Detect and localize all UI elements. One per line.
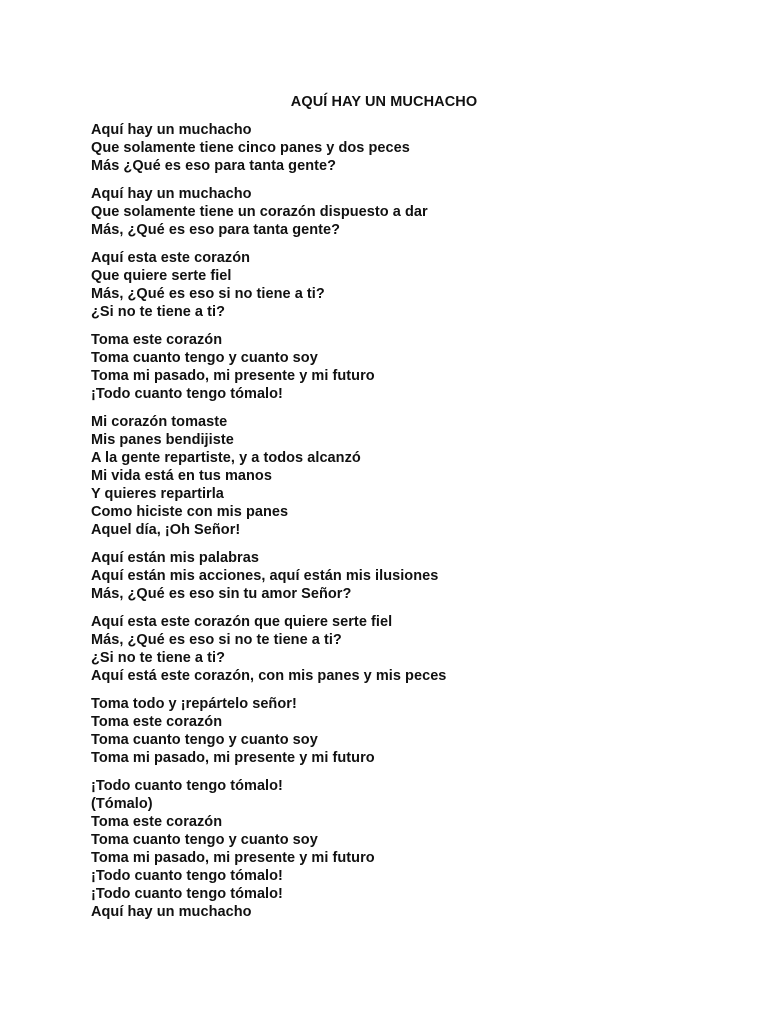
stanza-6 <box>91 549 711 603</box>
lyric-line: Aquí esta este corazón <box>91 250 251 266</box>
lyric-line: Toma cuanto tengo y cuanto soy <box>91 732 318 748</box>
lyric-line: Toma mi pasado, mi presente y mi futuro <box>91 750 375 766</box>
lyric-line: Más, ¿Qué es eso si no te tiene a ti? <box>91 632 342 648</box>
lyric-line: Toma cuanto tengo y cuanto soy <box>91 832 318 848</box>
lyric-line: A la gente repartiste, y a todos alcanzó <box>91 450 361 466</box>
stanza-9 <box>91 777 711 921</box>
stanza-4 <box>91 331 711 403</box>
lyric-line: Toma cuanto tengo y cuanto soy <box>91 350 318 366</box>
document-title: AQUÍ HAY UN MUCHACHO <box>290 94 478 110</box>
lyric-line: ¡Todo cuanto tengo tómalo! <box>91 778 283 794</box>
lyric-line: ¡Todo cuanto tengo tómalo! <box>91 886 283 902</box>
lyric-line: Más ¿Qué es eso para tanta gente? <box>91 158 336 174</box>
lyric-line: Toma mi pasado, mi presente y mi futuro <box>91 368 375 384</box>
lyric-line: ¿Si no te tiene a ti? <box>91 304 225 320</box>
stanza-7 <box>91 613 711 685</box>
stanza-8 <box>91 695 711 767</box>
lyric-line: ¡Todo cuanto tengo tómalo! <box>91 386 283 402</box>
lyric-line: Mi vida está en tus manos <box>91 468 272 484</box>
lyric-line: Que solamente tiene cinco panes y dos peces <box>91 140 410 156</box>
lyric-line: Aquí esta este corazón que quiere serte fiel <box>91 614 393 630</box>
lyric-line: Que quiere serte fiel <box>91 268 232 284</box>
lyric-line: Aquí hay un muchacho <box>91 122 252 138</box>
lyric-line: Más, ¿Qué es eso para tanta gente? <box>91 222 341 238</box>
stanza-1 <box>91 121 711 175</box>
lyric-line: Más, ¿Qué es eso si no tiene a ti? <box>91 286 325 302</box>
lyric-line: Y quieres repartirla <box>91 486 224 502</box>
lyrics-body <box>91 121 711 931</box>
lyric-line: Mis panes bendijiste <box>91 432 234 448</box>
lyric-line: Toma este corazón <box>91 332 223 348</box>
stanza-3 <box>91 249 711 321</box>
lyric-line: Toma todo y ¡repártelo señor! <box>91 696 297 712</box>
lyric-line: Que solamente tiene un corazón dispuesto a dar <box>91 204 428 220</box>
lyric-line: Aquel día, ¡Oh Señor! <box>91 522 241 538</box>
lyric-line: Aquí están mis acciones, aquí están mis ilusiones <box>91 568 439 584</box>
lyric-line: Aquí está este corazón, con mis panes y mis peces <box>91 668 447 684</box>
lyric-line: Más, ¿Qué es eso sin tu amor Señor? <box>91 586 352 602</box>
lyric-line: ¡Todo cuanto tengo tómalo! <box>91 868 283 884</box>
lyric-line: Mi corazón tomaste <box>91 414 228 430</box>
lyric-line: Aquí hay un muchacho <box>91 186 252 202</box>
stanza-2 <box>91 185 711 239</box>
lyric-line: Como hiciste con mis panes <box>91 504 289 520</box>
stanza-5 <box>91 413 711 539</box>
lyric-line: ¿Si no te tiene a ti? <box>91 650 225 666</box>
lyric-line: Aquí están mis palabras <box>91 550 259 566</box>
lyric-line: (Tómalo) <box>91 796 153 812</box>
lyric-line: Toma mi pasado, mi presente y mi futuro <box>91 850 375 866</box>
lyric-line: Toma este corazón <box>91 714 223 730</box>
lyric-line: Aquí hay un muchacho <box>91 904 252 920</box>
lyric-line: Toma este corazón <box>91 814 223 830</box>
